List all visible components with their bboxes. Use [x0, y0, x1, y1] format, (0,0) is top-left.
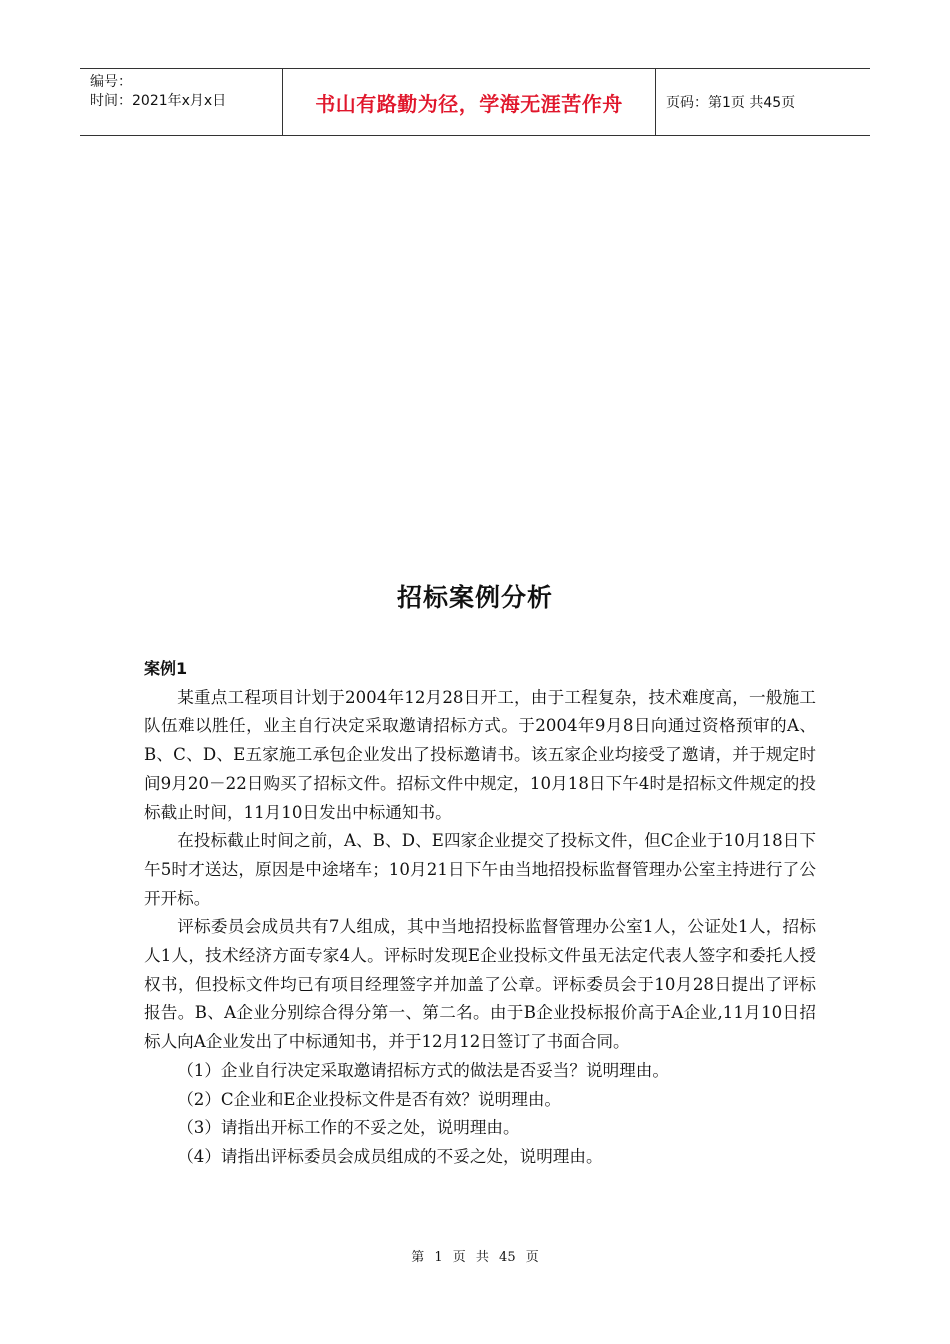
document-number-label: 编号：	[90, 74, 132, 90]
case-paragraph: 某重点工程项目计划于2004年12月28日开工，由于工程复杂，技术难度高，一般施工队伍难以胜任，业主自行决定采取邀请招标方式。于2004年9月8日向通过资格预审的A、B、C、D、E五家施工承包企业发出了投标邀请书。该五家企业均接受了邀请，并于规定时间9月20－22日购买了招标文件。招标文件中规定，10月18日下午4时是招标文件规定的投标截止时间，11月10日发出中标通知书。	[144, 687, 816, 822]
case-question: （2）C企业和E企业投标文件是否有效？说明理由。	[177, 1089, 562, 1109]
case-question: （1）企业自行决定采取邀请招标方式的做法是否妥当？说明理由。	[177, 1060, 669, 1080]
case-paragraph: 在投标截止时间之前，A、B、D、E四家企业提交了投标文件，但C企业于10月18日下午5时才送达，原因是中途堵车；10月21日下午由当地招投标监督管理办公室主持进行了公开开标。	[144, 831, 816, 908]
case-heading: 案例1	[144, 659, 188, 678]
document-time-label: 时间：2021年x月x日	[90, 93, 227, 109]
page-footer: 第 1 页 共 45 页	[411, 1250, 539, 1265]
header-meta	[80, 69, 282, 135]
document-title: 招标案例分析	[396, 583, 553, 612]
case-paragraph: 评标委员会成员共有7人组成，其中当地招投标监督管理办公室1人，公证处1人，招标人1人，技术经济方面专家4人。评标时发现E企业投标文件虽无法定代表人签字和委托人授权书，但投标文件均已有项目经理签字并加盖了公章。评标委员会于10月28日提出了评标报告。B、A企业分别综合得分第一、第二名。由于B企业投标报价高于A企业,11月10日招标人向A企业发出了中标通知书，并于12月12日签订了书面合同。	[144, 917, 816, 1052]
document-body	[144, 655, 816, 1172]
header-motto: 书山有路勤为径，学海无涯苦作舟	[282, 69, 656, 135]
case-question: （4）请指出评标委员会成员组成的不妥之处，说明理由。	[177, 1146, 603, 1166]
page-header	[80, 68, 870, 136]
header-page-info: 页码：第1页 共45页	[666, 95, 796, 111]
case-question: （3）请指出开标工作的不妥之处，说明理由。	[177, 1118, 520, 1138]
